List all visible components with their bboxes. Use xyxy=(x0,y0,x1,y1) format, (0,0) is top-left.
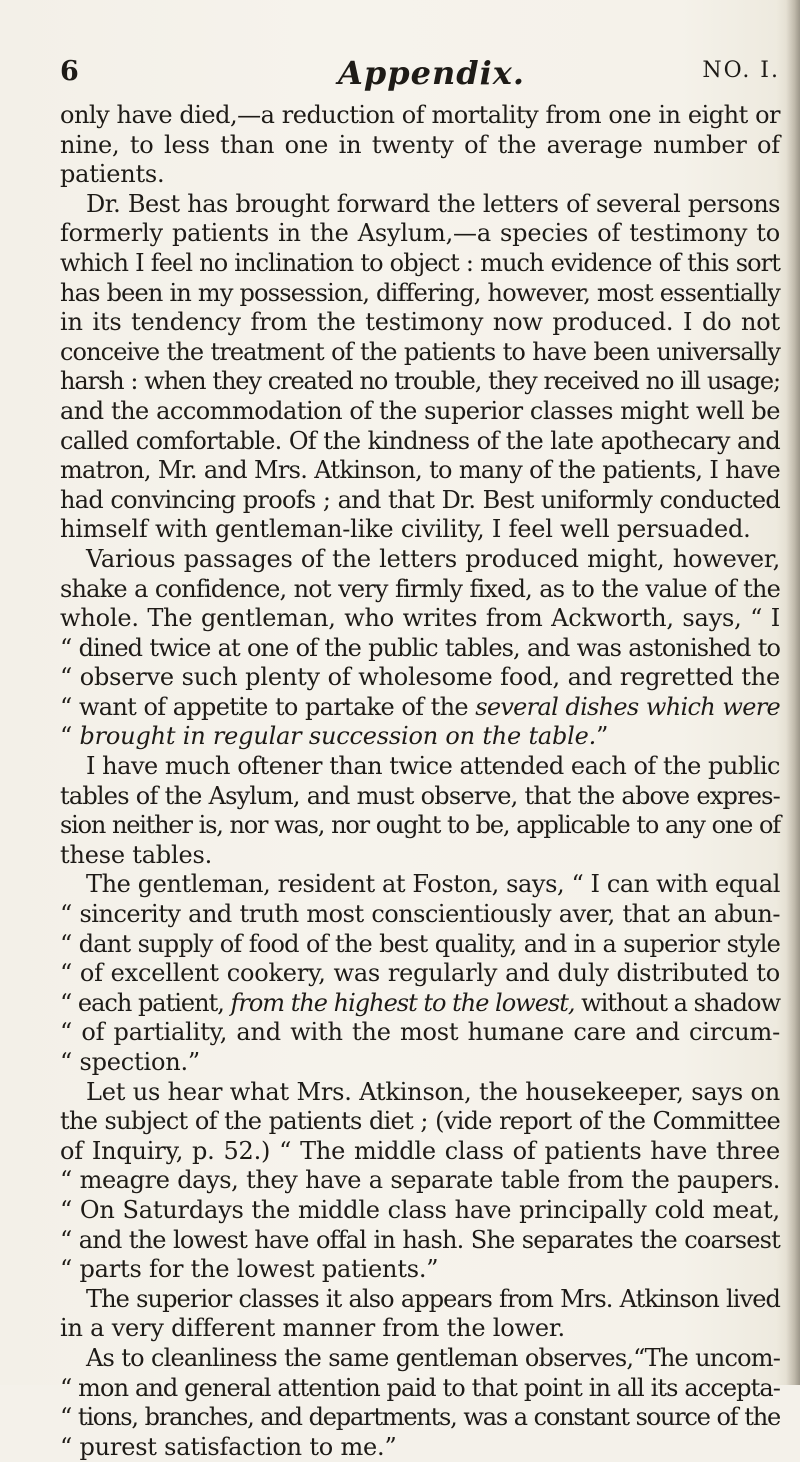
text-line: formerly patients in the Asylum,—a species of testimony to xyxy=(60,219,780,248)
text-line: these tables. xyxy=(60,840,212,869)
text-run: “ want of appetite to partake of the xyxy=(60,692,476,721)
page-edge-shadow xyxy=(786,0,800,1385)
running-title: Appendix. xyxy=(338,54,525,92)
text-line: has been in my possession, differing, however, most essentially xyxy=(60,278,780,307)
text-run: “ each patient, xyxy=(60,988,231,1017)
text-line: conceive the treatment of the patients to have been universally xyxy=(60,337,780,366)
text-line: The superior classes it also appears from Mrs. Atkinson lived xyxy=(86,1284,780,1313)
text-line: Dr. Best has brought forward the letters of several persons xyxy=(86,189,780,218)
text-line: patients. xyxy=(60,160,165,189)
italic-text-run: several dishes which were xyxy=(475,692,780,721)
text-line: “ On Saturdays the middle class have principally cold meat, xyxy=(60,1195,780,1224)
text-line: only have died,—a reduction of mortality from one in eight or xyxy=(60,101,780,129)
text-line: himself with gentleman-like civility, I feel well persuaded. xyxy=(60,515,751,544)
italic-text-run: brought in regular succession on the table. xyxy=(79,722,597,751)
text-line: and the accommodation of the superior classes might well be xyxy=(60,396,780,425)
text-line: tables of the Asylum, and must observe, that the above expres- xyxy=(60,781,780,810)
text-line: nine, to less than one in twenty of the average number of xyxy=(60,130,780,159)
text-line: called comfortable. Of the kindness of the late apothecary and xyxy=(60,426,780,455)
page-number: 6 xyxy=(60,56,79,87)
section-number: NO. I. xyxy=(702,58,780,83)
text-run: without a shadow xyxy=(574,988,781,1017)
body-text xyxy=(60,101,780,1462)
text-line xyxy=(60,722,780,752)
text-line: “ observe such plenty of wholesome food, and regretted the xyxy=(60,663,780,692)
text-line: “ and the lowest have offal in hash. She separates the coarsest xyxy=(60,1225,780,1254)
text-line: “ tions, branches, and departments, was a constant source of the xyxy=(60,1403,780,1432)
text-line: As to cleanliness the same gentleman observes,“The uncom- xyxy=(86,1343,780,1372)
text-line: “ of excellent cookery, was regularly and duly distributed to xyxy=(60,959,780,988)
text-line: I have much oftener than twice attended each of the public xyxy=(86,752,780,781)
text-line: “ of partiality, and with the most humane care and circum- xyxy=(60,1018,780,1047)
text-line xyxy=(60,693,780,723)
text-line: “ spection.” xyxy=(60,1048,200,1076)
text-line: the subject of the patients diet ; (vide report of the Committee xyxy=(60,1107,780,1136)
text-line: harsh : when they created no trouble, they received no ill usage; xyxy=(60,367,780,396)
text-line: had convincing proofs ; and that Dr. Best uniformly conducted xyxy=(60,485,780,514)
text-line: in a very different manner from the lower. xyxy=(60,1314,565,1343)
text-line xyxy=(60,989,780,1019)
text-line: whole. The gentleman, who writes from Ackworth, says, “ I xyxy=(60,604,780,633)
text-line: shake a confidence, not very firmly fixed, as to the value of the xyxy=(60,574,780,603)
text-line: “ dined twice at one of the public tables, and was astonished to xyxy=(60,633,780,662)
italic-text-run: from the highest to the lowest, xyxy=(230,988,575,1017)
text-line: matron, Mr. and Mrs. Atkinson, to many of the patients, I have xyxy=(60,456,780,485)
text-line: Let us hear what Mrs. Atkinson, the housekeeper, says on xyxy=(86,1077,780,1106)
text-line: which I feel no inclination to object : much evidence of this sort xyxy=(60,248,780,277)
text-line: “ sincerity and truth most conscientiously aver, that an abun- xyxy=(60,900,780,929)
text-run: ” xyxy=(596,722,609,751)
text-line: “ mon and general attention paid to that point in all its accepta- xyxy=(60,1373,780,1402)
text-line: “ meagre days, they have a separate table from the paupers. xyxy=(60,1166,780,1195)
text-line: “ parts for the lowest patients.” xyxy=(60,1255,439,1284)
text-line: in its tendency from the testimony now produced. I do not xyxy=(60,308,780,337)
text-line: “ dant supply of food of the best quality, and in a superior style xyxy=(60,929,780,958)
text-line: sion neither is, nor was, nor ought to be, applicable to any one of xyxy=(60,811,780,840)
text-line: Various passages of the letters produced might, however, xyxy=(86,544,780,573)
text-line: The gentleman, resident at Foston, says, “ I can with equal xyxy=(86,870,781,899)
text-line: of Inquiry, p. 52.) “ The middle class of patients have three xyxy=(60,1136,780,1165)
text-line: “ purest satisfaction to me.” xyxy=(60,1432,397,1461)
running-head xyxy=(60,56,780,100)
text-run: “ xyxy=(60,722,80,751)
